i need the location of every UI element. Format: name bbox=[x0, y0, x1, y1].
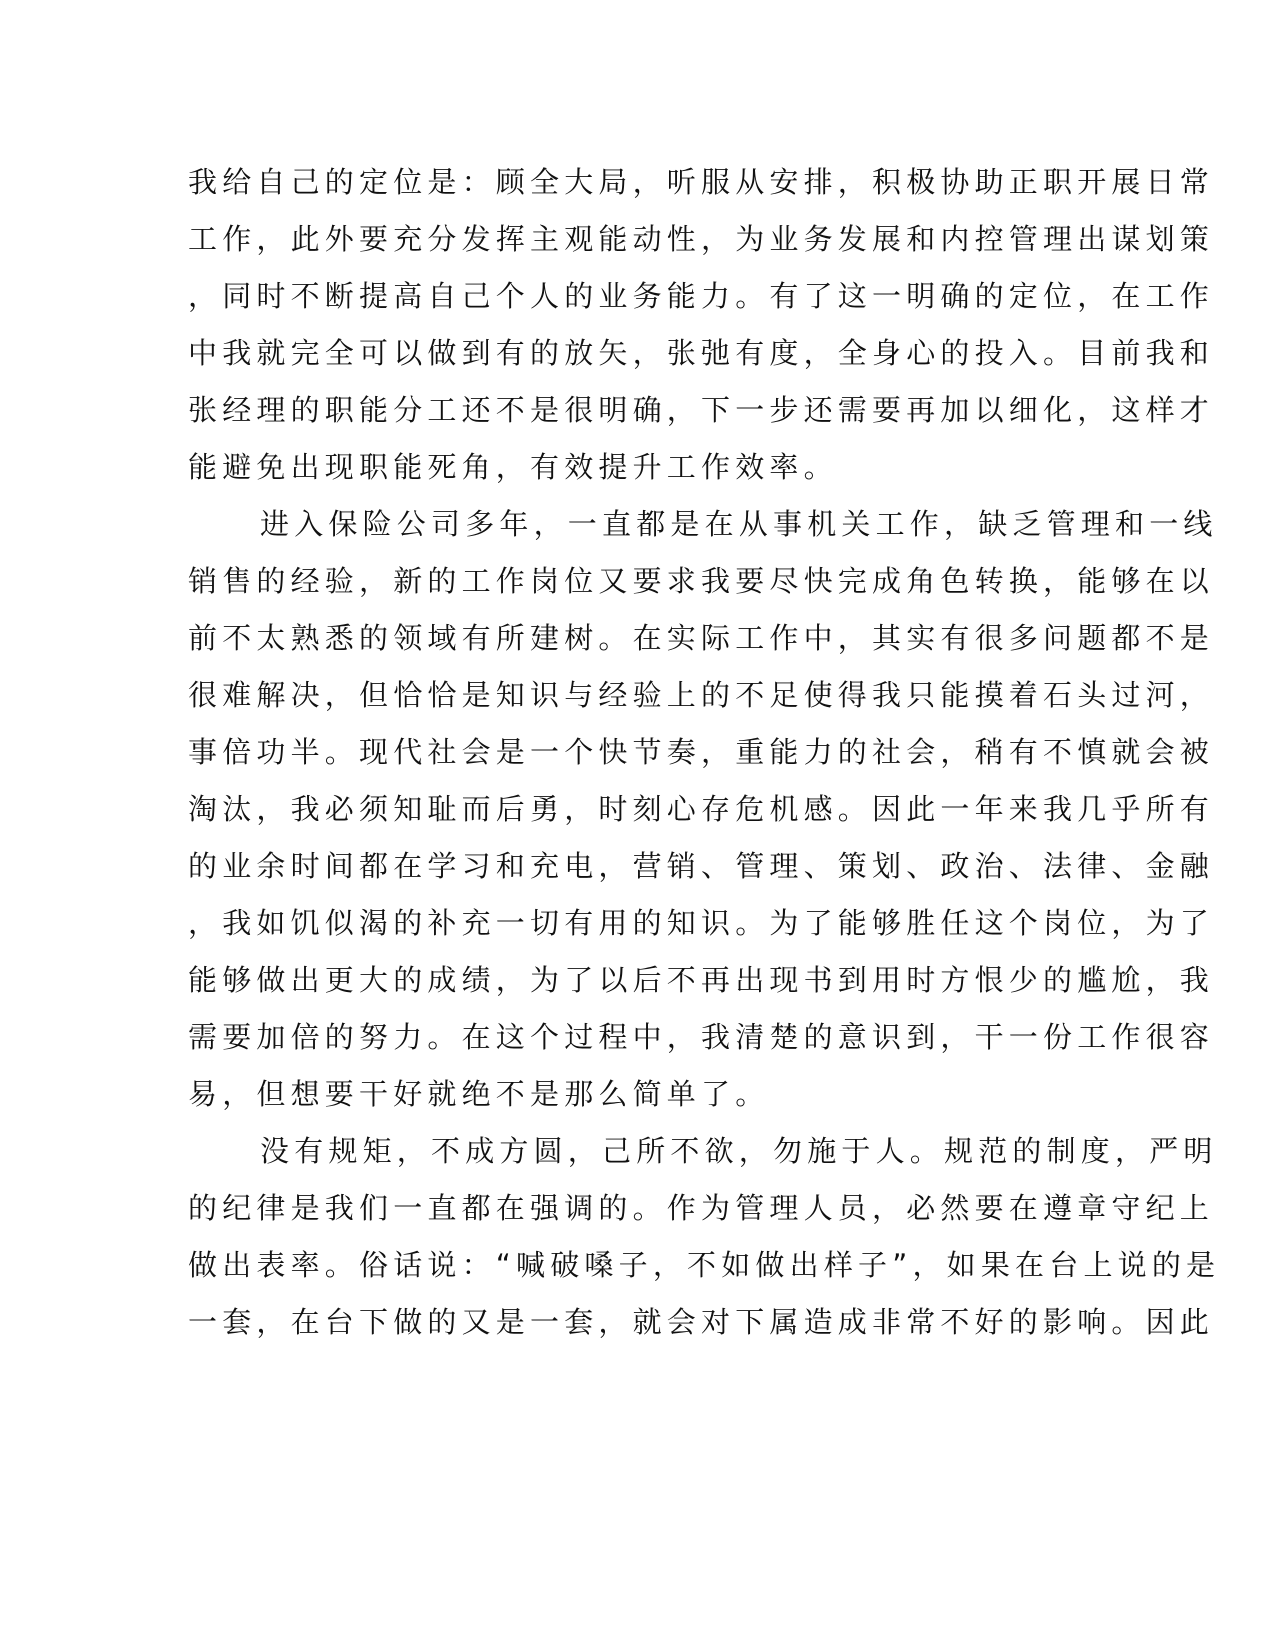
text-line-15: 能够做出更大的成绩，为了以后不再出现书到用时方恨少的尴尬，我 bbox=[188, 963, 1215, 997]
text-line-14: ，我如饥似渴的补充一切有用的知识。为了能够胜任这个岗位，为了 bbox=[188, 906, 1215, 940]
text-line-8: 销售的经验，新的工作岗位又要求我要尽快完成角色转换，能够在以 bbox=[188, 564, 1215, 598]
text-line-13: 的业余时间都在学习和充电，营销、管理、策划、政治、法律、金融 bbox=[188, 849, 1215, 883]
text-line-12: 淘汰，我必须知耻而后勇，时刻心存危机感。因此一年来我几乎所有 bbox=[188, 792, 1215, 826]
text-line-20: 做出表率。俗话说：“喊破嗓子，不如做出样子”，如果在台上说的是 bbox=[188, 1248, 1221, 1282]
text-line-19: 的纪律是我们一直都在强调的。作为管理人员，必然要在遵章守纪上 bbox=[188, 1191, 1215, 1225]
text-line-21: 一套，在台下做的又是一套，就会对下属造成非常不好的影响。因此 bbox=[188, 1305, 1215, 1339]
paragraph-2-first-line: 进入保险公司多年，一直都是在从事机关工作，缺乏管理和一线 bbox=[260, 507, 1218, 541]
text-line-4: 中我就完全可以做到有的放矢，张弛有度，全身心的投入。目前我和 bbox=[188, 336, 1215, 370]
paragraph-3-first-line: 没有规矩，不成方圆，己所不欲，勿施于人。规范的制度，严明 bbox=[260, 1134, 1218, 1168]
text-line-17: 易，但想要干好就绝不是那么简单了。 bbox=[188, 1077, 770, 1111]
text-line-5: 张经理的职能分工还不是很明确，下一步还需要再加以细化，这样才 bbox=[188, 393, 1215, 427]
text-line-10: 很难解决，但恰恰是知识与经验上的不足使得我只能摸着石头过河， bbox=[188, 678, 1215, 712]
text-line-3: ，同时不断提高自己个人的业务能力。有了这一明确的定位，在工作 bbox=[188, 279, 1215, 313]
text-line-9: 前不太熟悉的领域有所建树。在实际工作中，其实有很多问题都不是 bbox=[188, 621, 1215, 655]
text-line-11: 事倍功半。现代社会是一个快节奏，重能力的社会，稍有不慎就会被 bbox=[188, 735, 1215, 769]
text-line-2: 工作，此外要充分发挥主观能动性，为业务发展和内控管理出谋划策 bbox=[188, 222, 1215, 256]
text-line-6: 能避免出现职能死角，有效提升工作效率。 bbox=[188, 450, 838, 484]
text-line-1: 我给自己的定位是：顾全大局，听服从安排，积极协助正职开展日常 bbox=[188, 165, 1215, 199]
text-line-16: 需要加倍的努力。在这个过程中，我清楚的意识到，干一份工作很容 bbox=[188, 1020, 1215, 1054]
